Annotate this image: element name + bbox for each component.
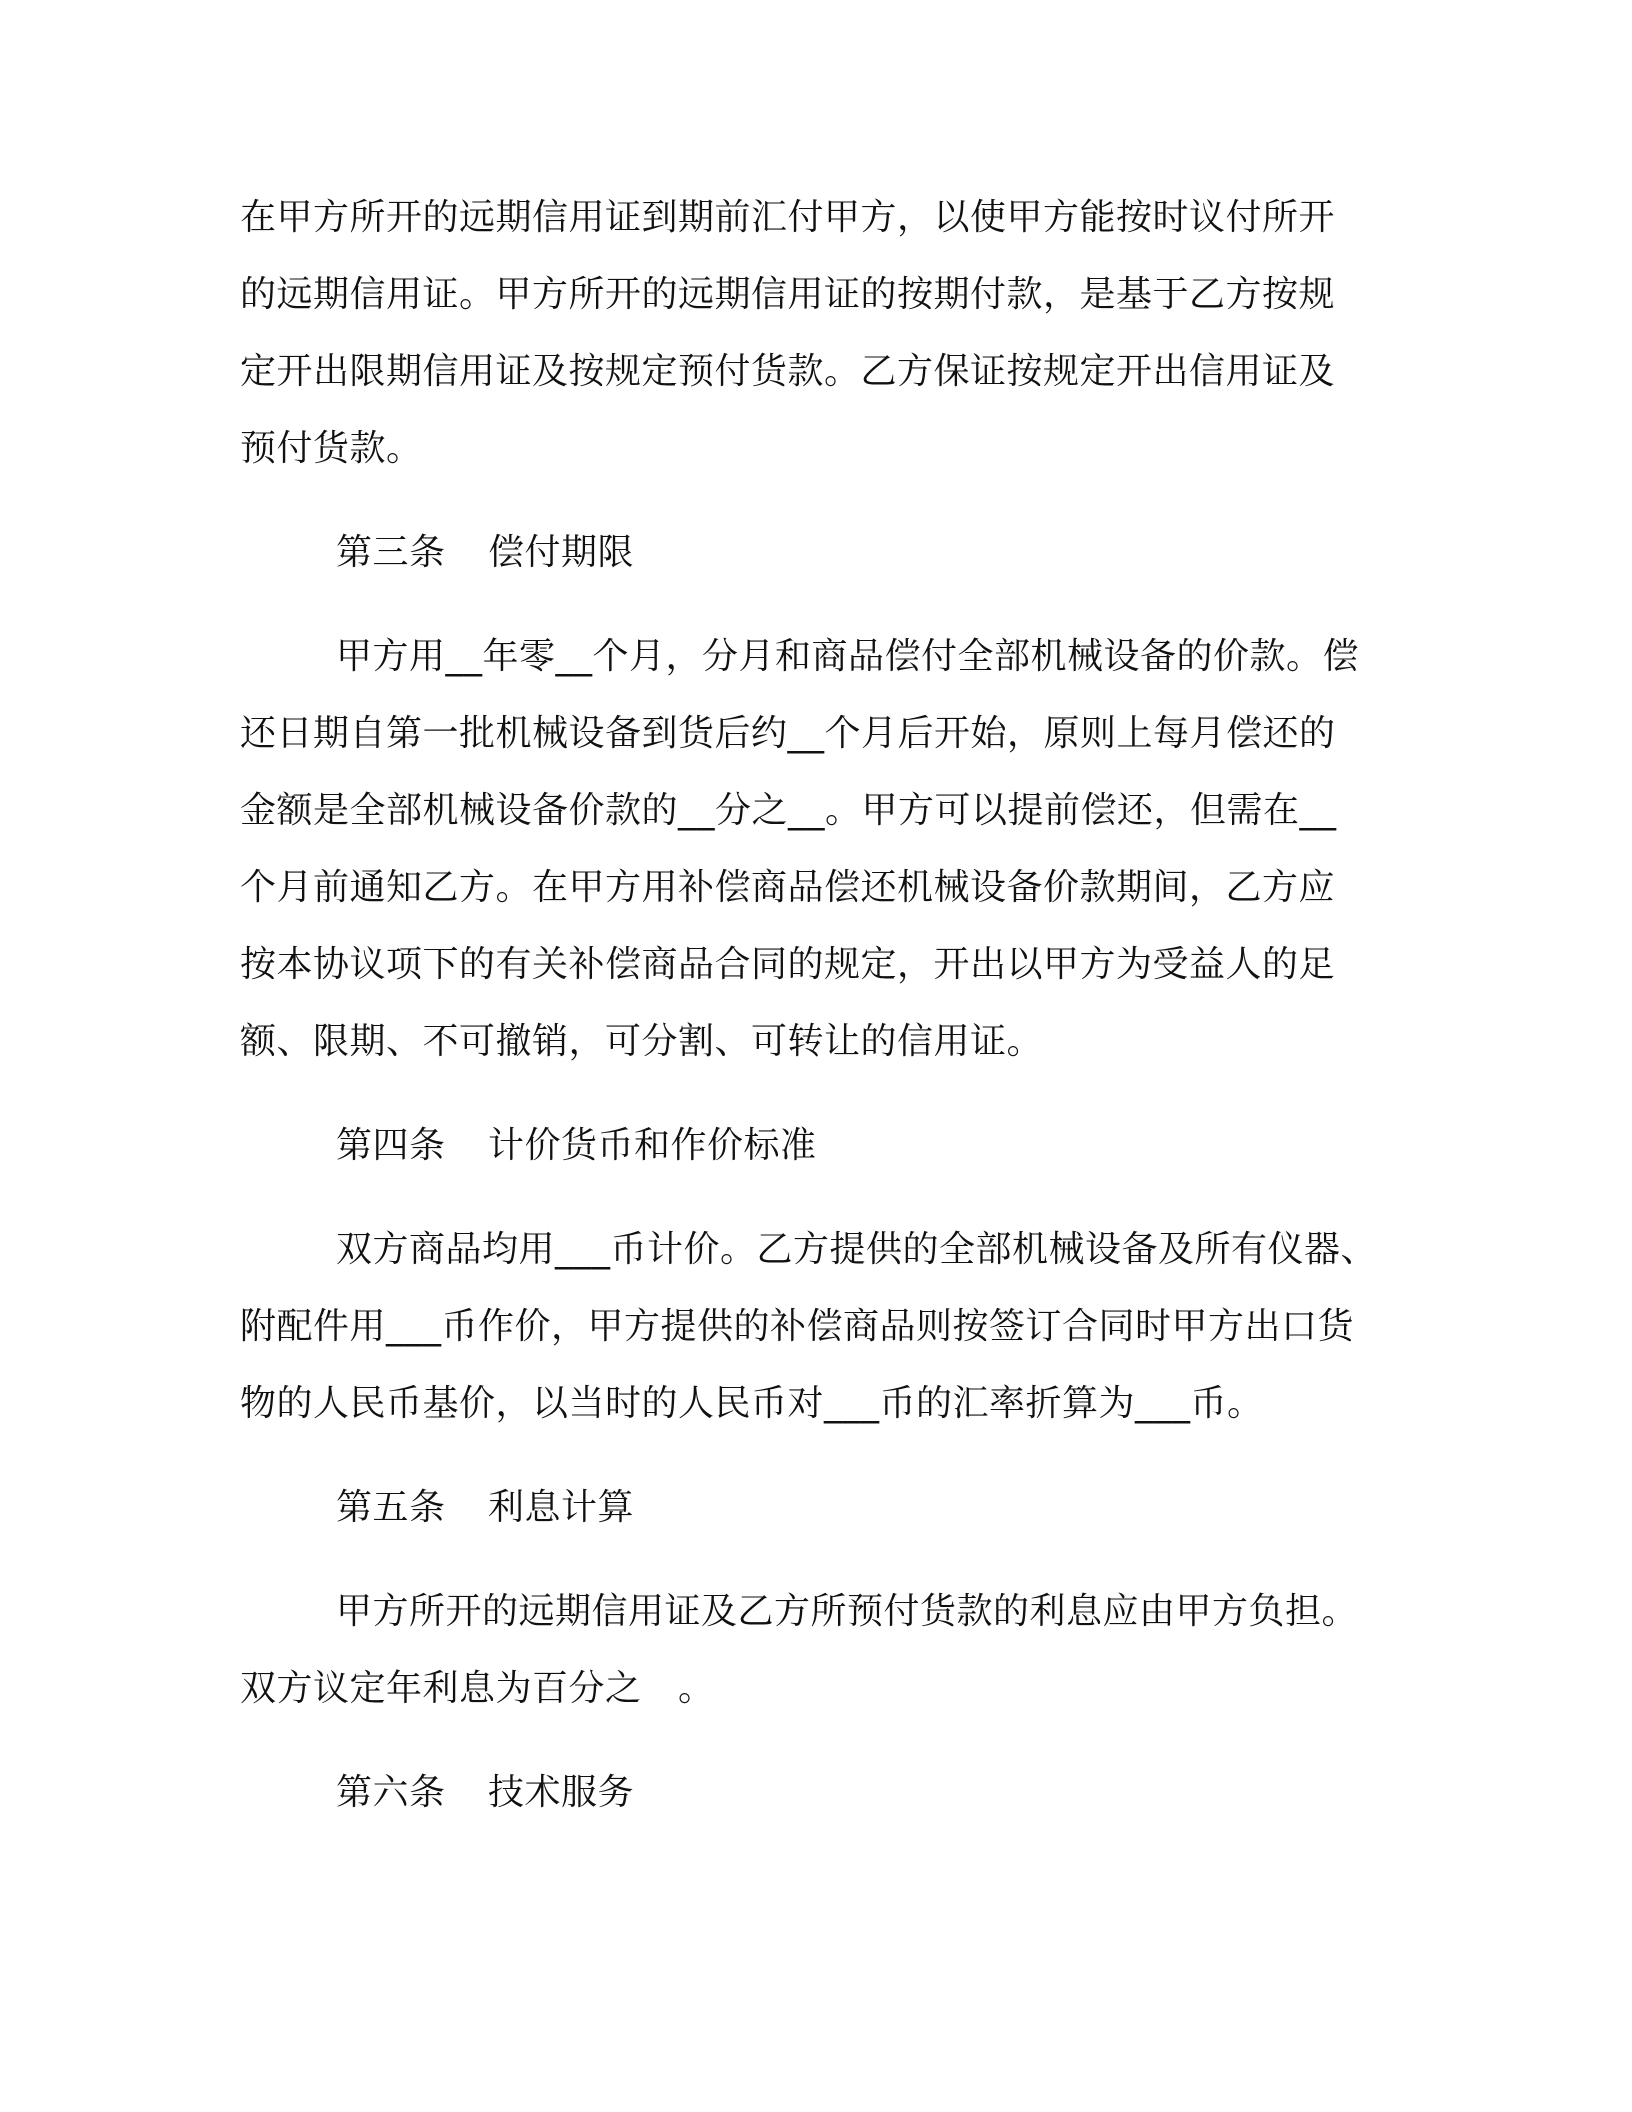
document-body (240, 186, 1390, 1838)
text-line: 个月前通知乙方。在甲方用补偿商品偿还机械设备价款期间，乙方应 (240, 867, 1336, 908)
article-number: 第四条 (336, 1125, 446, 1166)
article-number: 第六条 (336, 1772, 446, 1813)
text-line: 甲方所开的远期信用证及乙方所预付货款的利息应由甲方负担。 (336, 1591, 1359, 1632)
article-3-heading (240, 521, 1390, 598)
article-5-paragraph (240, 1580, 1390, 1734)
text-line: 附配件用___币作价，甲方提供的补偿商品则按签订合同时甲方出口货 (240, 1306, 1355, 1347)
article-4-paragraph (240, 1218, 1390, 1449)
text-line: 定开出限期信用证及按规定预付货款。乙方保证按规定开出信用证及 (240, 351, 1336, 392)
text-line: 的远期信用证。甲方所开的远期信用证的按期付款，是基于乙方按规 (240, 274, 1336, 315)
intro-paragraph (240, 186, 1390, 494)
text-line: 物的人民币基价，以当时的人民币对___币的汇率折算为___币。 (240, 1383, 1264, 1424)
text-line: 按本协议项下的有关补偿商品合同的规定，开出以甲方为受益人的足 (240, 944, 1336, 985)
article-title: 技术服务 (488, 1772, 635, 1813)
text-line: 预付货款。 (240, 428, 423, 469)
text-line: 双方议定年利息为百分之 。 (240, 1668, 715, 1709)
text-line: 双方商品均用___币计价。乙方提供的全部机械设备及所有仪器、 (336, 1229, 1378, 1270)
article-3-paragraph (240, 625, 1390, 1087)
article-6-heading (240, 1761, 1390, 1838)
article-4-heading (240, 1114, 1390, 1191)
text-line: 额、限期、不可撤销，可分割、可转让的信用证。 (240, 1021, 1044, 1062)
article-title: 偿付期限 (488, 532, 635, 573)
article-5-heading (240, 1476, 1390, 1553)
text-line: 还日期自第一批机械设备到货后约__个月后开始，原则上每月偿还的 (240, 713, 1336, 754)
text-line: 甲方用__年零__个月，分月和商品偿付全部机械设备的价款。偿 (336, 636, 1360, 677)
text-line: 在甲方所开的远期信用证到期前汇付甲方，以使甲方能按时议付所开 (240, 197, 1336, 238)
article-number: 第五条 (336, 1487, 446, 1528)
article-number: 第三条 (336, 532, 446, 573)
article-title: 计价货币和作价标准 (488, 1125, 817, 1166)
article-title: 利息计算 (488, 1487, 635, 1528)
text-line: 金额是全部机械设备价款的__分之__。甲方可以提前偿还，但需在__ (240, 790, 1337, 831)
